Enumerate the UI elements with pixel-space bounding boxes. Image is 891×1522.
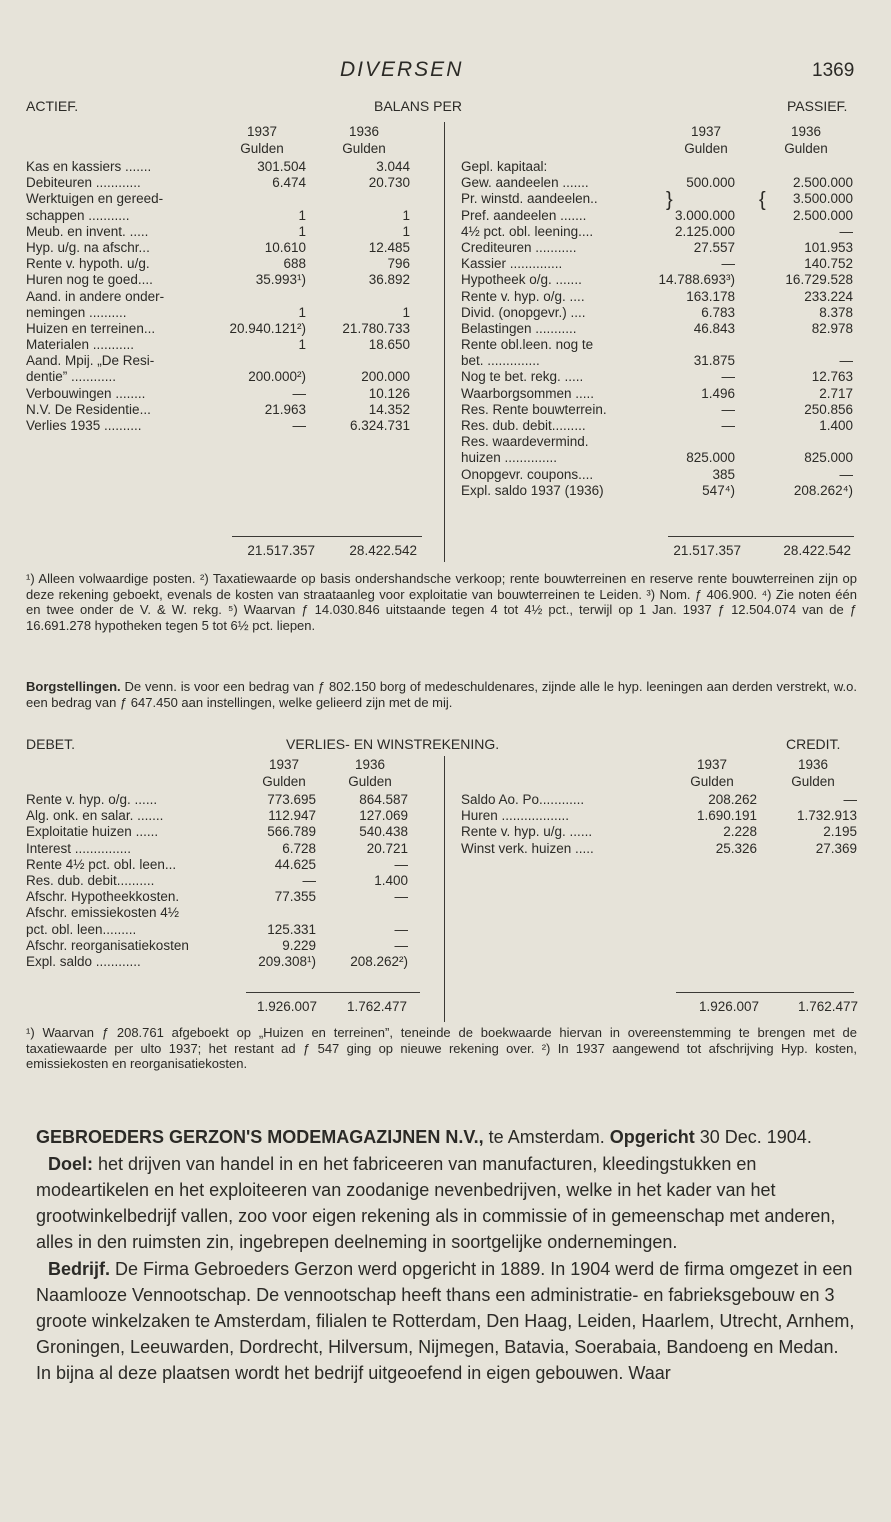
balance-right-heading: PASSIEF. xyxy=(787,98,848,114)
row-label: N.V. De Residentie... xyxy=(26,401,151,417)
row-value-1936: 1 xyxy=(402,304,410,320)
table-row xyxy=(26,305,436,321)
table-row xyxy=(26,857,436,873)
balance-footnote: ¹) Alleen volwaardige posten. ²) Taxatiewaarde op basis ondershandsche verkoop; rente bouwterreinen en reserve rente bouwterreinen zijn op deze rekening geboekt, evenals de kosten van straataanleg voor exploitatie van bouwterreinen te Leiden. ³) Nom. ƒ 406.900. ⁴) Zie noten één en twee onder de V. & W. rekg. ⁵) Waarvan ƒ 14.030.846 uitstaande tegen 4 tot 4½ pct., terwijl op 1 Jan. 1937 ƒ 12.504.074 van de ƒ 16.691.278 hypotheken tegen 5 tot 6½ pct. liepen. xyxy=(26,571,857,633)
row-value-1937: — xyxy=(721,369,735,385)
table-row xyxy=(26,240,436,256)
table-row xyxy=(26,954,436,970)
row-value-1937: 301.504 xyxy=(257,159,306,174)
table-row xyxy=(26,208,436,224)
row-label: Winst verk. huizen ..... xyxy=(461,840,594,856)
row-label: dentie” ............ xyxy=(26,369,117,385)
balance-left-year-1936: 1936 xyxy=(348,124,380,139)
row-label: Huren .................. xyxy=(461,808,570,824)
row-value-1936: 1.400 xyxy=(374,872,408,888)
table-row xyxy=(461,418,865,434)
row-value-1937: 773.695 xyxy=(267,792,316,807)
row-label: Pr. winstd. aandeelen.. xyxy=(461,191,598,207)
row-label: Aand. in andere onder- xyxy=(26,288,165,304)
row-value-1937: — xyxy=(292,418,306,433)
row-value-1937: — xyxy=(721,418,735,433)
row-value-1936: 18.650 xyxy=(368,337,410,353)
row-value-1936: — xyxy=(394,921,408,937)
pl-right-table xyxy=(461,792,865,857)
row-label: pct. obl. leen......... xyxy=(26,921,137,937)
table-row xyxy=(26,938,436,954)
row-label: Saldo Ao. Po............ xyxy=(461,792,585,807)
table-row xyxy=(26,224,436,240)
borgstellingen-text: De venn. is voor een bedrag van ƒ 802.150 borg of medeschuldenares, zijnde alle le hyp. leeningen aan derden verstrekt, w.o. een bedrag van ƒ 647.450 aan instellingen, welke gelieerd zijn met de mij. xyxy=(26,679,857,710)
row-value-1936: 6.324.731 xyxy=(349,418,410,433)
row-label: Rente 4½ pct. obl. leen... xyxy=(26,856,177,872)
row-value-1937: 1 xyxy=(298,223,306,239)
row-value-1937: 2.228 xyxy=(723,824,757,840)
row-value-1936: — xyxy=(839,353,853,369)
pl-left-year-1936: 1936 xyxy=(354,757,386,772)
founded-text: 30 Dec. 1904. xyxy=(694,1127,812,1147)
balance-right-currency-1936: Gulden xyxy=(784,141,828,156)
row-label: Exploitatie huizen ...... xyxy=(26,824,159,840)
table-row xyxy=(26,353,436,369)
row-value-1936: 8.378 xyxy=(819,304,853,320)
row-label: Belastingen ........... xyxy=(461,320,577,336)
row-label: Rente v. hypoth. u/g. xyxy=(26,256,150,272)
table-row xyxy=(461,824,865,840)
row-label: Divid. (onopgevr.) .... xyxy=(461,304,586,320)
row-label: schappen ........... xyxy=(26,207,130,223)
row-label: Gepl. kapitaal: xyxy=(461,159,548,174)
balance-divider xyxy=(444,122,445,562)
table-row xyxy=(461,337,865,353)
row-label: Hypotheek o/g. ....... xyxy=(461,272,582,288)
row-label: Rente v. hyp. u/g. ...... xyxy=(461,824,593,840)
table-row xyxy=(461,792,865,808)
table-row xyxy=(26,808,436,824)
doel-label: Doel: xyxy=(48,1154,93,1174)
table-row xyxy=(461,189,865,211)
row-label: Verbouwingen ........ xyxy=(26,385,146,401)
balance-right-year-1936: 1936 xyxy=(790,124,822,139)
balance-right-total-rule xyxy=(668,536,854,537)
page-title: DIVERSEN xyxy=(340,58,464,81)
pl-right-year-1937: 1937 xyxy=(696,757,728,772)
table-row xyxy=(26,369,436,385)
pl-left-total-rule xyxy=(246,992,420,993)
row-value-1936: 27.369 xyxy=(815,840,857,856)
table-row xyxy=(461,841,865,857)
table-row xyxy=(461,467,865,483)
table-row xyxy=(26,289,436,305)
borgstellingen-label: Borgstellingen. xyxy=(26,679,121,694)
row-value-1936: 1.732.913 xyxy=(796,808,857,824)
row-value-1936: 3.500.000 xyxy=(792,191,853,207)
row-value-1937: 6.474 xyxy=(272,175,306,191)
row-value-1936: 12.485 xyxy=(368,239,410,255)
balance-right-table xyxy=(461,159,865,499)
row-value-1937: 2.125.000 xyxy=(674,223,735,239)
table-row xyxy=(461,272,865,288)
balance-left-heading: ACTIEF. xyxy=(26,98,79,114)
balance-left-total-1936: 28.422.542 xyxy=(349,543,417,558)
row-label: Afschr. Hypotheekkosten. xyxy=(26,889,180,905)
brace-right-icon: { xyxy=(759,189,766,211)
row-value-1937: 6.783 xyxy=(701,304,735,320)
row-value-1937: 77.355 xyxy=(274,889,316,905)
row-label: Kas en kassiers ....... xyxy=(26,159,152,174)
row-value-1936: 208.262²) xyxy=(350,953,408,969)
row-label: Interest ............... xyxy=(26,840,132,856)
row-value-1936: 16.729.528 xyxy=(785,272,853,288)
row-value-1936: 14.352 xyxy=(368,401,410,417)
table-row xyxy=(461,321,865,337)
row-label: Crediteuren ........... xyxy=(461,239,577,255)
row-value-1936: 233.224 xyxy=(804,288,853,304)
row-value-1937: — xyxy=(302,872,316,888)
row-value-1936: 540.438 xyxy=(359,824,408,840)
row-value-1937: 1.690.191 xyxy=(696,808,757,824)
table-row xyxy=(461,434,865,450)
bedrijf-text: De Firma Gebroeders Gerzon werd opgericht in 1889. In 1904 werd de firma omgezet in een Naamlooze Vennootschap. De vennootschap heeft thans een administratie- en fabrieksgebouw en 3 groote winkelzaken te Amsterdam, filialen te Rotterdam, Den Haag, Leiden, Haarlem, Utrecht, Arnhem, Groningen, Leeuwarden, Dordrecht, Hilversum, Nijmegen, Batavia, Soerabaia, Bandoeng en Medan. In bijna al deze plaatsen wordt het bedrijf uitgeoefend in eigen gebouwen. Waar xyxy=(36,1259,855,1383)
row-label: Alg. onk. en salar. ....... xyxy=(26,808,164,824)
row-label: Nog te bet. rekg. ..... xyxy=(461,369,584,385)
table-row xyxy=(461,175,865,191)
table-row xyxy=(26,922,436,938)
row-value-1937: 6.728 xyxy=(282,840,316,856)
row-value-1936: — xyxy=(394,937,408,953)
brace-left-icon: } xyxy=(666,189,673,211)
row-value-1936: 864.587 xyxy=(359,792,408,807)
row-value-1936: 10.126 xyxy=(368,385,410,401)
row-value-1936: — xyxy=(843,792,857,807)
row-label: Hyp. u/g. na afschr... xyxy=(26,239,150,255)
page-number: 1369 xyxy=(812,60,855,81)
table-row xyxy=(461,305,865,321)
row-value-1937: 20.940.121²) xyxy=(229,320,306,336)
row-label: Res. dub. debit.......... xyxy=(26,872,155,888)
balance-right-currency-1937: Gulden xyxy=(684,141,728,156)
row-value-1936: 1 xyxy=(402,223,410,239)
table-row xyxy=(461,240,865,256)
borgstellingen-note xyxy=(26,679,857,710)
row-label: Rente v. hyp. o/g. ...... xyxy=(26,792,158,807)
row-label: Kassier .............. xyxy=(461,256,563,272)
table-row xyxy=(26,792,436,808)
row-label: Onopgevr. coupons.... xyxy=(461,466,594,482)
bedrijf-paragraph xyxy=(36,1256,856,1386)
table-row xyxy=(26,418,436,434)
row-value-1936: 36.892 xyxy=(368,272,410,288)
row-value-1937: 9.229 xyxy=(282,937,316,953)
row-value-1936: 2.500.000 xyxy=(792,207,853,223)
row-value-1936: 2.717 xyxy=(819,385,853,401)
table-row xyxy=(26,159,436,175)
row-label: Afschr. emissiekosten 4½ xyxy=(26,905,180,921)
row-value-1937: 566.789 xyxy=(267,824,316,840)
row-value-1937: 46.843 xyxy=(693,320,735,336)
pl-right-heading: CREDIT. xyxy=(786,736,841,752)
row-label: nemingen .......... xyxy=(26,304,127,320)
row-value-1937: 385 xyxy=(712,466,735,482)
pl-right-currency-1936: Gulden xyxy=(791,774,835,789)
pl-right-total-1937: 1.926.007 xyxy=(698,999,759,1014)
row-value-1937: 3.000.000 xyxy=(674,207,735,223)
row-value-1937: 209.308¹) xyxy=(258,953,316,969)
row-value-1936: 3.044 xyxy=(376,159,410,174)
row-label: Debiteuren ............ xyxy=(26,175,141,191)
row-value-1937: 1 xyxy=(298,337,306,353)
row-value-1937: 200.000²) xyxy=(248,369,306,385)
table-row xyxy=(461,224,865,240)
pl-left-total-1937: 1.926.007 xyxy=(256,999,317,1014)
table-row xyxy=(461,353,865,369)
pl-divider xyxy=(444,756,445,1022)
row-value-1936: 825.000 xyxy=(804,450,853,466)
row-value-1936: 2.500.000 xyxy=(792,175,853,191)
row-value-1937: — xyxy=(292,385,306,401)
balance-left-year-1937: 1937 xyxy=(246,124,278,139)
row-label: Res. Rente bouwterrein. xyxy=(461,401,607,417)
pl-right-currency-1937: Gulden xyxy=(690,774,734,789)
row-label: Verlies 1935 .......... xyxy=(26,418,142,433)
row-label: huizen .............. xyxy=(461,450,558,466)
row-value-1936: 12.763 xyxy=(811,369,853,385)
row-value-1937: 21.963 xyxy=(264,401,306,417)
doel-text: het drijven van handel in en het fabriceeren van manufacturen, kleedingstukken en modeartikelen en het exploiteeren van zoodanige nevenbedrijven, welke in het kader van het grootwinkelbedrijf vallen, zoo voor eigen rekening als in commissie of in gemeenschap met anderen, alles in den ruimsten zin, ingebrepen deelneming in soortgelijke ondernemingen. xyxy=(36,1154,836,1252)
company-article xyxy=(36,1124,856,1387)
row-value-1936: — xyxy=(839,223,853,239)
row-value-1936: 1.400 xyxy=(819,418,853,433)
balance-left-currency-1937: Gulden xyxy=(240,141,284,156)
pl-left-year-1937: 1937 xyxy=(268,757,300,772)
row-label: Aand. Mpij. „De Resi- xyxy=(26,353,155,369)
table-row xyxy=(461,402,865,418)
balance-center-heading: BALANS PER xyxy=(374,98,462,114)
row-label: Afschr. reorganisatiekosten xyxy=(26,937,189,953)
row-value-1936: — xyxy=(839,466,853,482)
row-value-1937: 208.262 xyxy=(708,792,757,807)
row-value-1936: 208.262⁴) xyxy=(793,482,853,498)
row-value-1937: 31.875 xyxy=(693,353,735,369)
row-value-1937: 35.993¹) xyxy=(255,272,306,288)
row-value-1937: 27.557 xyxy=(693,239,735,255)
row-value-1937: 10.610 xyxy=(264,239,306,255)
row-value-1937: 500.000 xyxy=(686,175,735,191)
row-value-1937: 112.947 xyxy=(268,808,316,824)
row-value-1936: 20.730 xyxy=(368,175,410,191)
balance-right-total-1936: 28.422.542 xyxy=(783,543,851,558)
table-row xyxy=(461,386,865,402)
row-label: Rente v. hyp. o/g. .... xyxy=(461,288,585,304)
row-value-1937: — xyxy=(721,256,735,272)
table-row xyxy=(461,289,865,305)
row-value-1936: 250.856 xyxy=(804,401,853,417)
row-value-1936: 1 xyxy=(402,207,410,223)
row-value-1937: — xyxy=(721,401,735,417)
row-value-1937: 125.331 xyxy=(267,921,316,937)
row-label: Pref. aandeelen ....... xyxy=(461,207,587,223)
doel-paragraph xyxy=(36,1151,856,1255)
row-value-1937: 1.496 xyxy=(701,385,735,401)
row-label: Res. dub. debit......... xyxy=(461,418,586,433)
row-label: 4½ pct. obl. leening.... xyxy=(461,223,594,239)
row-value-1936: — xyxy=(394,856,408,872)
row-label: Huren nog te goed.... xyxy=(26,272,153,288)
row-label: Huizen en terreinen... xyxy=(26,320,156,336)
table-row xyxy=(461,808,865,824)
balance-left-currency-1936: Gulden xyxy=(342,141,386,156)
row-value-1937: 547⁴) xyxy=(702,482,735,498)
balance-left-total-1937: 21.517.357 xyxy=(247,543,315,558)
row-value-1937: 1 xyxy=(298,207,306,223)
table-row xyxy=(461,369,865,385)
balance-right-year-1937: 1937 xyxy=(690,124,722,139)
row-value-1937: 825.000 xyxy=(686,450,735,466)
table-row xyxy=(461,159,865,175)
company-location: te Amsterdam. xyxy=(483,1127,610,1147)
table-row xyxy=(26,873,436,889)
pl-right-total-rule xyxy=(676,992,854,993)
pl-left-total-1936: 1.762.477 xyxy=(346,999,407,1014)
row-value-1936: 20.721 xyxy=(366,840,408,856)
row-value-1937: 25.326 xyxy=(715,840,757,856)
pl-footnote: ¹) Waarvan ƒ 208.761 afgeboekt op „Huizen en terreinen”, teneinde de boekwaarde hiervan in overeenstemming te brengen met de taxatiewaarde per ulto 1937; het restant ad ƒ 547 ging op nieuwe rekening over. ²) In 1937 aangewend tot afschrijving Hyp. kosten, emissiekosten en reorganisatiekosten. xyxy=(26,1025,857,1072)
row-value-1936: 21.780.733 xyxy=(342,320,410,336)
pl-right-year-1936: 1936 xyxy=(797,757,829,772)
table-row xyxy=(26,272,436,288)
table-row xyxy=(26,337,436,353)
pl-right-total-1936: 1.762.477 xyxy=(797,999,858,1014)
pl-left-table xyxy=(26,792,436,970)
table-row xyxy=(461,483,865,499)
table-row xyxy=(461,450,865,466)
row-value-1936: 127.069 xyxy=(359,808,408,824)
pl-left-currency-1937: Gulden xyxy=(262,774,306,789)
row-label: Expl. saldo ............ xyxy=(26,953,141,969)
table-row xyxy=(26,905,436,921)
row-value-1937: 44.625 xyxy=(274,856,316,872)
pl-left-heading: DEBET. xyxy=(26,736,76,752)
row-value-1936: 200.000 xyxy=(361,369,410,385)
row-value-1936: — xyxy=(394,889,408,905)
pl-left-currency-1936: Gulden xyxy=(348,774,392,789)
row-value-1936: 140.752 xyxy=(804,256,853,272)
row-label: Res. waardevermind. xyxy=(461,434,589,450)
bedrijf-label: Bedrijf. xyxy=(48,1259,111,1279)
company-heading-paragraph xyxy=(36,1124,856,1150)
row-value-1936: 101.953 xyxy=(804,239,853,255)
balance-left-total-rule xyxy=(232,536,422,537)
balance-right-total-1937: 21.517.357 xyxy=(673,543,741,558)
table-row xyxy=(26,256,436,272)
row-value-1936: 796 xyxy=(387,256,410,272)
company-name: GEBROEDERS GERZON'S MODEMAGAZIJNEN N.V., xyxy=(36,1127,484,1147)
row-value-1937: 688 xyxy=(283,256,306,272)
balance-left-table xyxy=(26,159,436,434)
founded-label: Opgericht xyxy=(609,1127,695,1147)
table-row xyxy=(26,321,436,337)
pl-center-heading: VERLIES- EN WINSTREKENING. xyxy=(286,736,500,752)
row-value-1937: 163.178 xyxy=(686,288,735,304)
row-value-1937: 1 xyxy=(298,304,306,320)
row-label: Werktuigen en gereed- xyxy=(26,191,164,207)
row-label: Expl. saldo 1937 (1936) xyxy=(461,482,604,498)
table-row xyxy=(461,256,865,272)
row-label: Gew. aandeelen ....... xyxy=(461,175,589,191)
table-row xyxy=(26,386,436,402)
table-row xyxy=(26,175,436,191)
table-row xyxy=(26,402,436,418)
row-value-1936: 82.978 xyxy=(811,320,853,336)
table-row xyxy=(26,824,436,840)
row-value-1936: 2.195 xyxy=(823,824,857,840)
table-row xyxy=(461,208,865,224)
table-row xyxy=(26,889,436,905)
row-label: Meub. en invent. ..... xyxy=(26,223,149,239)
table-row xyxy=(26,191,436,207)
row-label: Materialen ........... xyxy=(26,337,135,353)
table-row xyxy=(26,841,436,857)
row-value-1937: 14.788.693³) xyxy=(658,272,735,288)
row-label: bet. .............. xyxy=(461,353,540,369)
row-label: Waarborgsommen ..... xyxy=(461,385,595,401)
row-label: Rente obl.leen. nog te xyxy=(461,337,594,353)
